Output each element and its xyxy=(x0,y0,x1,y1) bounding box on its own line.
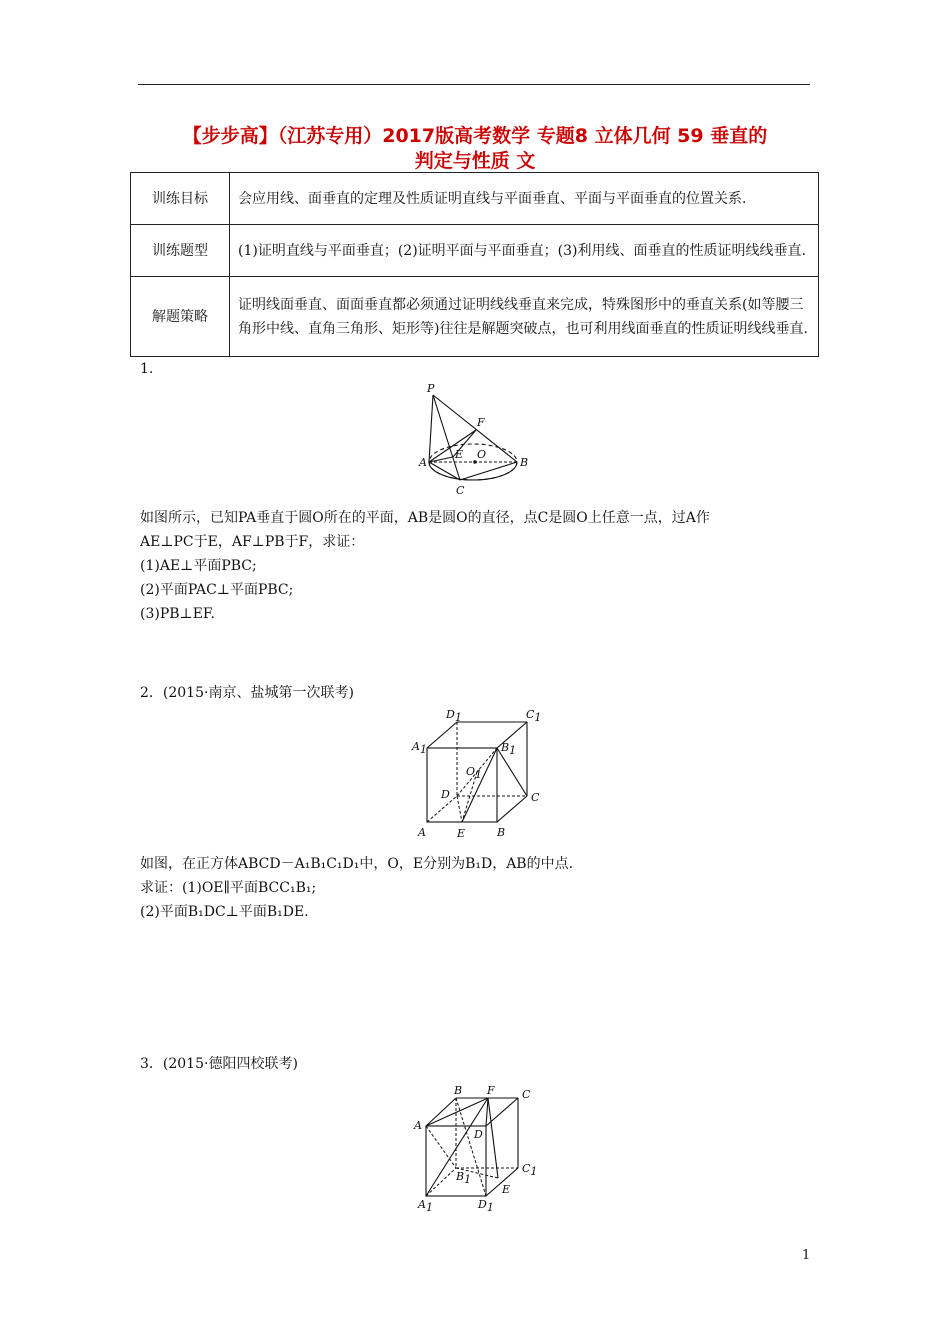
label-F: F xyxy=(487,1084,495,1097)
problem-1-line-1: 如图所示，已知PA垂直于圆O所在的平面，AB是圆O的直径，点C是圆O上任意一点，过A作 xyxy=(140,510,710,526)
document-title xyxy=(120,124,830,174)
label-A1: A1 xyxy=(412,740,427,756)
label-E: E xyxy=(457,827,466,840)
title-line-2: 判定与性质 文 xyxy=(414,150,536,172)
problem-1-question-2: (2)平面PAC⊥平面PBC; xyxy=(140,582,294,598)
label-B1: B1 xyxy=(456,1170,472,1186)
page-number: 1 xyxy=(802,1248,811,1263)
figure-cube-3 xyxy=(410,1080,550,1215)
label-A: A xyxy=(414,1119,422,1132)
label-D1: D1 xyxy=(446,708,462,724)
problem-1-question-1: (1)AE⊥平面PBC; xyxy=(140,558,257,574)
label-F: F xyxy=(477,416,485,429)
label-B: B xyxy=(520,456,529,469)
training-table xyxy=(130,172,819,357)
label-D: D xyxy=(474,1128,483,1141)
problem-1-question-3: (3)PB⊥EF. xyxy=(140,606,215,622)
label-B1: B1 xyxy=(501,741,517,757)
label-B: B xyxy=(497,826,506,839)
label-D1: D1 xyxy=(478,1198,494,1214)
problem-3-heading: 3．(2015·德阳四校联考) xyxy=(140,1056,298,1072)
label-P: P xyxy=(427,382,435,395)
title-line-1: 【步步高】（江苏专用）2017版高考数学 专题8 立体几何 59 垂直的 xyxy=(182,125,768,147)
figure-cube-2 xyxy=(410,706,550,846)
row-content: (1)证明直线与平面垂直；(2)证明平面与平面垂直；(3)利用线、面垂直的性质证明线线垂直. xyxy=(230,225,819,277)
label-C1: C1 xyxy=(522,1162,538,1178)
label-E: E xyxy=(455,448,464,461)
figure-cone-circle xyxy=(414,380,534,502)
table-row xyxy=(131,277,819,357)
problem-1-line-2: AE⊥PC于E，AF⊥PB于F，求证： xyxy=(140,534,365,550)
label-O: O xyxy=(477,448,487,461)
label-C1: C1 xyxy=(526,708,542,724)
problem-1-number: 1. xyxy=(140,361,154,377)
label-B: B xyxy=(454,1084,463,1097)
label-C: C xyxy=(531,791,540,804)
problem-2-line-2: 求证：(1)OE∥平面BCC₁B₁; xyxy=(140,880,317,896)
label-A1: A1 xyxy=(418,1198,433,1214)
row-label: 解题策略 xyxy=(131,277,230,357)
row-content: 证明线面垂直、面面垂直都必须通过证明线线垂直来完成，特殊图形中的垂直关系(如等腰三角形中线、直角三角形、矩形等)往往是解题突破点，也可利用线面垂直的性质证明线线垂直. xyxy=(230,277,819,357)
label-O: O1 xyxy=(466,765,483,781)
row-label: 训练目标 xyxy=(131,173,230,225)
label-A: A xyxy=(418,826,426,839)
problem-2-line-1: 如图，在正方体ABCD－A₁B₁C₁D₁中，O，E分别为B₁D，AB的中点. xyxy=(140,856,574,872)
table-row xyxy=(131,225,819,277)
row-content: 会应用线、面垂直的定理及性质证明直线与平面垂直、平面与平面垂直的位置关系. xyxy=(230,173,819,225)
row-label: 训练题型 xyxy=(131,225,230,277)
problem-2-line-3: (2)平面B₁DC⊥平面B₁DE. xyxy=(140,904,309,920)
label-C: C xyxy=(522,1088,531,1101)
table-row xyxy=(131,173,819,225)
label-C: C xyxy=(456,484,465,497)
header-rule xyxy=(138,84,810,85)
label-D: D xyxy=(441,788,450,801)
problem-2-heading: 2．(2015·南京、盐城第一次联考) xyxy=(140,685,354,701)
label-A: A xyxy=(419,456,427,469)
label-E: E xyxy=(502,1183,511,1196)
